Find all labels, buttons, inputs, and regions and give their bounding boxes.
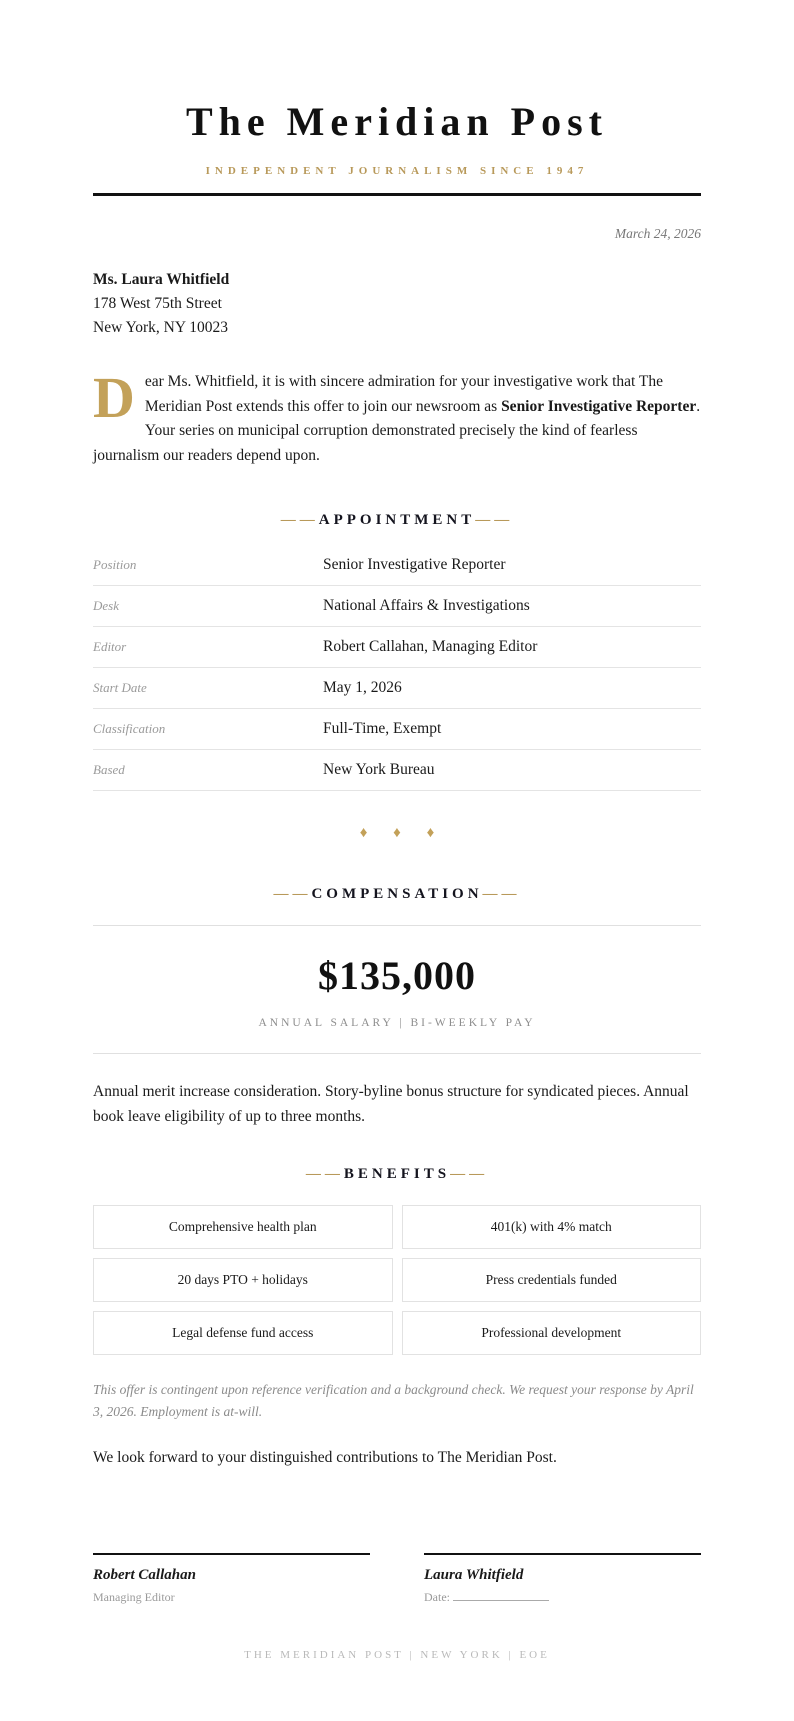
signature-line bbox=[93, 1553, 370, 1555]
row-value: Robert Callahan, Managing Editor bbox=[323, 637, 538, 655]
signature-section bbox=[93, 1553, 701, 1605]
benefits-grid bbox=[93, 1205, 701, 1355]
signature-date-field bbox=[424, 1590, 701, 1605]
row-label: Classification bbox=[93, 720, 166, 736]
compensation-notes: Annual merit increase consideration. Story-byline bonus structure for syndicated pieces. Annual book leave eligibility of up to three months. bbox=[93, 1082, 689, 1125]
diamond-ornament: ♦ ♦ ♦ bbox=[359, 824, 435, 841]
opening-bold-title: Senior Investigative Reporter bbox=[501, 397, 697, 415]
drop-cap: D bbox=[93, 365, 135, 431]
appointment-heading-label: APPOINTMENT bbox=[318, 511, 476, 528]
signature-line bbox=[424, 1553, 701, 1555]
row-value: National Affairs & Investigations bbox=[323, 596, 530, 614]
heading-dash-left: —— bbox=[273, 885, 312, 902]
compensation-box bbox=[93, 925, 701, 1054]
contingency-note: This offer is contingent upon reference verification and a background check. We request your response by April 3, 2026. Employment is at-will. bbox=[93, 1381, 694, 1419]
row-value: New York Bureau bbox=[323, 760, 435, 778]
masthead-rule bbox=[93, 193, 701, 196]
signature-block-employee bbox=[424, 1553, 701, 1605]
signature-block-employer bbox=[93, 1553, 370, 1605]
heading-dash-right: —— bbox=[475, 511, 514, 528]
compensation-heading bbox=[93, 886, 701, 903]
masthead bbox=[93, 98, 701, 196]
recipient-address-line1: 178 West 75th Street bbox=[93, 295, 222, 313]
table-row bbox=[93, 545, 701, 586]
document-footer: THE MERIDIAN POST | NEW YORK | EOE bbox=[244, 1649, 550, 1662]
table-row bbox=[93, 627, 701, 668]
heading-dash-right: —— bbox=[482, 885, 521, 902]
row-label: Based bbox=[93, 761, 125, 777]
benefits-heading bbox=[93, 1166, 701, 1183]
farewell-line: We look forward to your distinguished contributions to The Meridian Post. bbox=[93, 1449, 557, 1467]
table-row bbox=[93, 709, 701, 750]
salary-caption: ANNUAL SALARY | BI-WEEKLY PAY bbox=[258, 1016, 536, 1029]
appointment-heading bbox=[93, 512, 701, 529]
row-value: Full-Time, Exempt bbox=[323, 719, 442, 737]
row-value: May 1, 2026 bbox=[323, 678, 402, 696]
signer-title: Managing Editor bbox=[93, 1590, 175, 1605]
row-label: Editor bbox=[93, 638, 127, 654]
date-blank-line bbox=[453, 1600, 549, 1601]
table-row bbox=[93, 586, 701, 627]
recipient-block bbox=[93, 268, 701, 340]
benefit-item: Press credentials funded bbox=[402, 1258, 702, 1302]
row-label: Start Date bbox=[93, 679, 147, 695]
heading-dash-left: —— bbox=[280, 511, 319, 528]
benefit-item: Legal defense fund access bbox=[93, 1311, 393, 1355]
date-label: Date: bbox=[424, 1590, 450, 1605]
opening-text-after: . Your series on municipal corruption demonstrated precisely the kind of fearless journalism our readers depend upon. bbox=[93, 397, 701, 464]
benefit-item: 20 days PTO + holidays bbox=[93, 1258, 393, 1302]
publication-tagline: INDEPENDENT JOURNALISM SINCE 1947 bbox=[205, 165, 589, 177]
letter-date: March 24, 2026 bbox=[614, 226, 701, 241]
table-row bbox=[93, 668, 701, 709]
compensation-heading-label: COMPENSATION bbox=[311, 885, 483, 902]
benefit-item: 401(k) with 4% match bbox=[402, 1205, 702, 1249]
opening-text-before: ear Ms. Whitfield, it is with sincere admiration for your investigative work that The Meridian Post extends this offer to join our newsroom as bbox=[144, 373, 664, 415]
row-label: Desk bbox=[93, 597, 119, 613]
benefits-heading-label: BENEFITS bbox=[343, 1165, 451, 1182]
heading-dash-left: —— bbox=[305, 1165, 344, 1182]
appointment-table bbox=[93, 545, 701, 791]
salary-amount: $135,000 bbox=[318, 952, 476, 998]
heading-dash-right: —— bbox=[450, 1165, 489, 1182]
recipient-address-line2: New York, NY 10023 bbox=[93, 319, 229, 337]
row-label: Position bbox=[93, 556, 137, 572]
row-value: Senior Investigative Reporter bbox=[323, 555, 506, 573]
table-row bbox=[93, 750, 701, 791]
benefit-item: Professional development bbox=[402, 1311, 702, 1355]
opening-paragraph bbox=[93, 365, 701, 468]
recipient-name: Ms. Laura Whitfield bbox=[93, 271, 230, 288]
signer-name: Robert Callahan bbox=[93, 1567, 196, 1584]
signer-name: Laura Whitfield bbox=[424, 1567, 524, 1584]
benefit-item: Comprehensive health plan bbox=[93, 1205, 393, 1249]
publication-title: The Meridian Post bbox=[186, 99, 608, 144]
offer-letter-page bbox=[93, 0, 701, 1721]
